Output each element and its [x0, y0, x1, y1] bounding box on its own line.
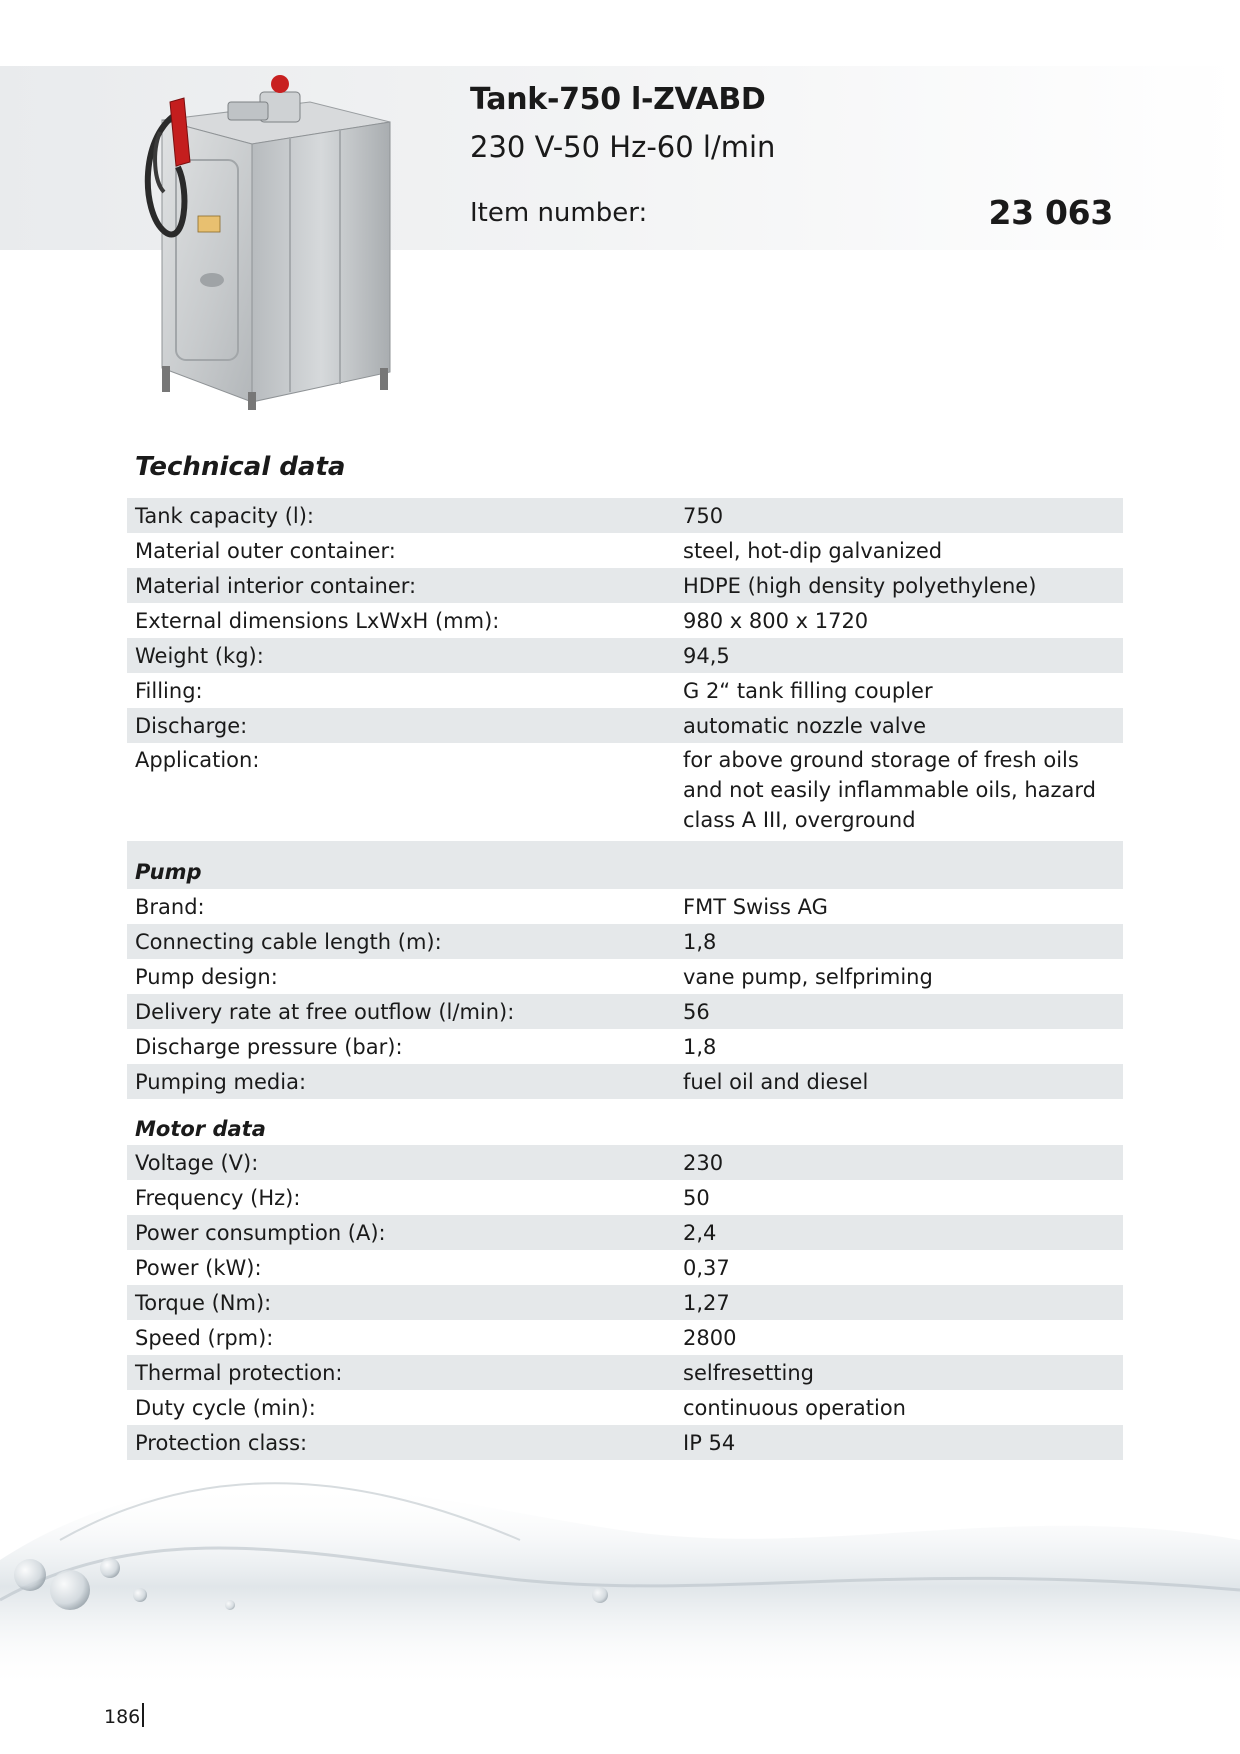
row-label: Weight (kg):: [135, 643, 264, 668]
row-label: Material interior container:: [135, 573, 417, 598]
table-row: [127, 1064, 1123, 1099]
table-row: [127, 1215, 1123, 1250]
row-label: Frequency (Hz):: [135, 1185, 301, 1210]
row-label: Voltage (V):: [135, 1150, 259, 1175]
water-splash-decoration: [0, 1390, 1240, 1690]
table-row: [127, 638, 1123, 673]
table-row: [127, 603, 1123, 638]
table-row: [127, 568, 1123, 603]
pump-heading: Pump: [127, 841, 1123, 889]
product-title: Tank-750 l-ZVABD: [470, 82, 766, 117]
row-label: Protection class:: [135, 1430, 308, 1455]
row-value: continuous operation: [683, 1395, 906, 1420]
row-value: for above ground storage of fresh oils and not easily inflammable oils, hazard class A III, overground: [683, 748, 1097, 832]
row-value: 1,8: [683, 929, 717, 954]
row-label: Brand:: [135, 894, 205, 919]
row-value: automatic nozzle valve: [683, 713, 926, 738]
item-number-label: Item number:: [470, 198, 648, 228]
table-row: [127, 1285, 1123, 1320]
row-value: FMT Swiss AG: [683, 894, 828, 919]
row-label: Torque (Nm):: [135, 1290, 272, 1315]
row-label: Tank capacity (l):: [135, 503, 314, 528]
table-row: [127, 498, 1123, 533]
row-value: fuel oil and diesel: [683, 1069, 869, 1094]
row-value: 2800: [683, 1325, 737, 1350]
tank-product-image: [140, 72, 410, 412]
row-value: vane pump, selfpriming: [683, 964, 933, 989]
row-label: Power (kW):: [135, 1255, 262, 1280]
row-value: selfresetting: [683, 1360, 814, 1385]
table-row: [127, 1250, 1123, 1285]
row-label: Pumping media:: [135, 1069, 307, 1094]
table-row: [127, 1145, 1123, 1180]
page-number: 186: [104, 1706, 141, 1728]
table-row: [127, 673, 1123, 708]
row-label: Speed (rpm):: [135, 1325, 274, 1350]
table-row: [127, 743, 1123, 841]
table-row: [127, 708, 1123, 743]
table-row: [127, 1320, 1123, 1355]
table-row: [127, 1355, 1123, 1390]
row-label: Discharge pressure (bar):: [135, 1034, 403, 1059]
row-value: 1,8: [683, 1034, 717, 1059]
row-label: Connecting cable length (m):: [135, 929, 442, 954]
row-value: IP 54: [683, 1430, 736, 1455]
row-label: Pump design:: [135, 964, 278, 989]
row-value: 1,27: [683, 1290, 730, 1315]
row-value: HDPE (high density polyethylene): [683, 573, 1037, 598]
page-number-divider: [142, 1703, 144, 1727]
row-value: G 2“ tank filling coupler: [683, 678, 933, 703]
motor-heading: Motor data: [135, 1117, 266, 1141]
row-value: 230: [683, 1150, 724, 1175]
row-label: Delivery rate at free outflow (l/min):: [135, 999, 515, 1024]
row-label: Filling:: [135, 678, 203, 703]
row-label: Discharge:: [135, 713, 248, 738]
row-label: Thermal protection:: [135, 1360, 343, 1385]
section-title: Technical data: [135, 452, 346, 482]
row-label: Material outer container:: [135, 538, 396, 563]
row-label: Application:: [135, 748, 260, 772]
product-subtitle: 230 V-50 Hz-60 l/min: [470, 130, 776, 164]
row-value: 94,5: [683, 643, 730, 668]
table-row: [127, 994, 1123, 1029]
item-number-value: 23 063: [988, 193, 1113, 232]
row-label: External dimensions LxWxH (mm):: [135, 608, 500, 633]
row-label: Duty cycle (min):: [135, 1395, 316, 1420]
table-row: [127, 533, 1123, 568]
technical-data-table: [127, 498, 1123, 1460]
row-value: 750: [683, 503, 724, 528]
table-row: [127, 1180, 1123, 1215]
table-row: [127, 959, 1123, 994]
row-value: steel, hot-dip galvanized: [683, 538, 943, 563]
row-label: Power consumption (A):: [135, 1220, 386, 1245]
row-value: 2,4: [683, 1220, 717, 1245]
table-row: [127, 889, 1123, 924]
row-value: 56: [683, 999, 710, 1024]
table-row: [127, 1029, 1123, 1064]
row-value: 980 x 800 x 1720: [683, 608, 869, 633]
row-value: 50: [683, 1185, 710, 1210]
table-row: [127, 924, 1123, 959]
row-value: 0,37: [683, 1255, 730, 1280]
